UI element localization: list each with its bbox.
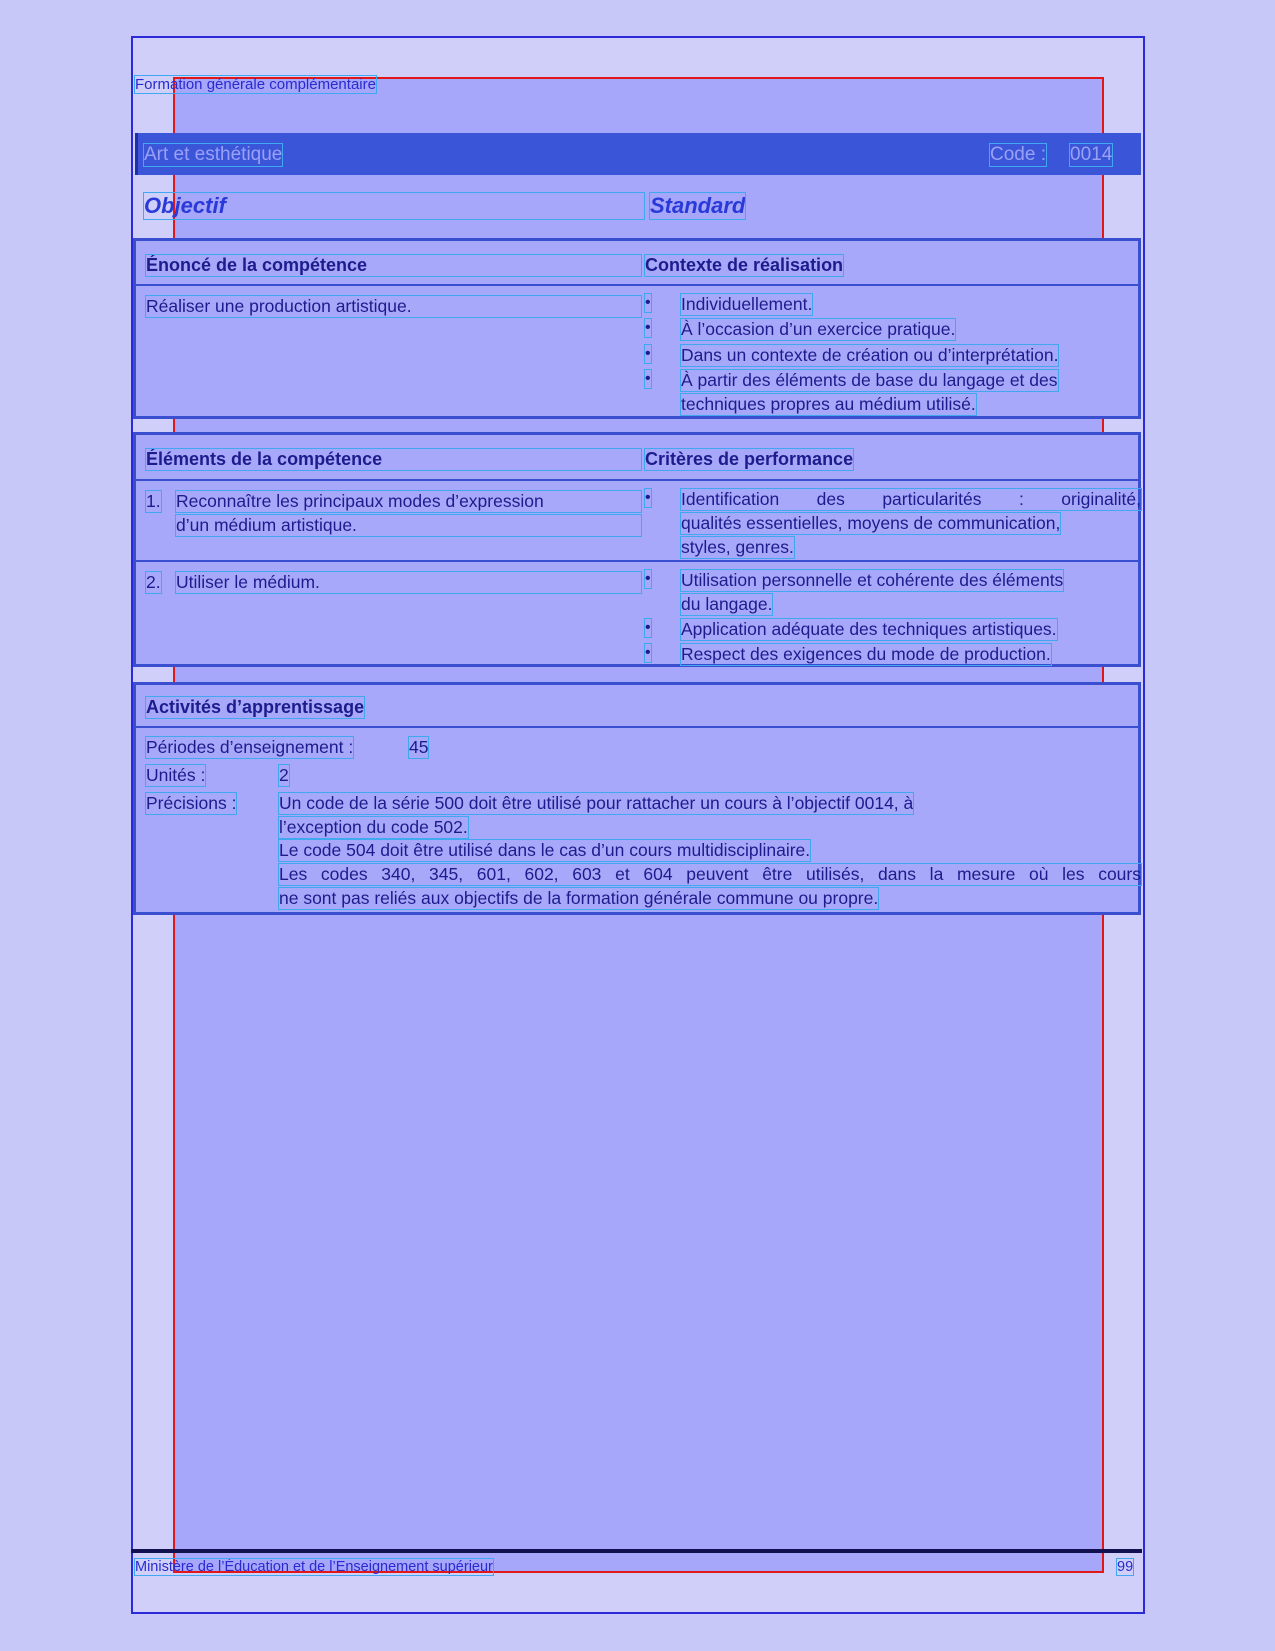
competence-statement: Réaliser une production artistique. bbox=[146, 296, 641, 317]
bullet: • bbox=[645, 319, 651, 336]
criterion: Identification des particularités : originalité, bbox=[681, 489, 1141, 509]
precision-line: l’exception du code 502. bbox=[279, 817, 468, 837]
periods-label: Périodes d’enseignement : bbox=[146, 737, 354, 757]
element-text: d’un médium artistique. bbox=[176, 515, 641, 536]
element-text: Reconnaître les principaux modes d’expression bbox=[176, 491, 641, 512]
objective-heading: Objectif bbox=[144, 193, 644, 219]
criteria-heading: Critères de performance bbox=[645, 449, 854, 469]
element-number: 2. bbox=[146, 572, 161, 592]
units-label: Unités : bbox=[146, 765, 206, 785]
title-bar bbox=[135, 133, 1141, 175]
criterion: Respect des exigences du mode de production. bbox=[681, 644, 1051, 664]
bullet: • bbox=[645, 294, 651, 311]
element-text: Utiliser le médium. bbox=[176, 572, 641, 593]
code-value: 0014 bbox=[1070, 144, 1113, 165]
criterion-continued: du langage. bbox=[681, 594, 773, 614]
criterion: Application adéquate des techniques artistiques. bbox=[681, 619, 1057, 639]
code-label: Code : bbox=[990, 144, 1046, 165]
bullet: • bbox=[645, 644, 651, 661]
bullet: • bbox=[645, 619, 651, 636]
element-number: 1. bbox=[146, 491, 161, 511]
bullet: • bbox=[645, 570, 651, 587]
running-header: Formation générale complémentaire bbox=[135, 76, 376, 93]
elements-heading: Éléments de la compétence bbox=[146, 449, 641, 470]
criterion-continued: qualités essentielles, moyens de communication, bbox=[681, 513, 1061, 533]
subject-title: Art et esthétique bbox=[144, 144, 283, 165]
bullet: • bbox=[645, 489, 651, 506]
bullet: • bbox=[645, 370, 651, 387]
footer-ministry: Ministère de l’Éducation et de l’Enseignement supérieur bbox=[135, 1559, 493, 1575]
context-item-continued: techniques propres au médium utilisé. bbox=[681, 394, 976, 414]
activities-box bbox=[133, 682, 1141, 915]
criterion-continued: styles, genres. bbox=[681, 537, 794, 557]
context-item: Individuellement. bbox=[681, 294, 813, 314]
context-item: À l’occasion d’un exercice pratique. bbox=[681, 319, 956, 339]
competence-box bbox=[133, 238, 1141, 419]
context-heading: Contexte de réalisation bbox=[645, 255, 844, 275]
precision-line: Le code 504 doit être utilisé dans le cas d’un cours multidisciplinaire. bbox=[279, 840, 811, 860]
precision-line: Un code de la série 500 doit être utilisé pour rattacher un cours à l’objectif 0014, à bbox=[279, 793, 914, 813]
context-item: À partir des éléments de base du langage et des bbox=[681, 370, 1058, 390]
page-number: 99 bbox=[1117, 1559, 1134, 1575]
elements-box bbox=[133, 432, 1141, 667]
precision-line: ne sont pas reliés aux objectifs de la formation générale commune ou propre. bbox=[279, 888, 879, 908]
units-value: 2 bbox=[279, 765, 289, 785]
precision-line: Les codes 340, 345, 601, 602, 603 et 604 peuvent être utilisés, dans la mesure où les cours bbox=[279, 864, 1141, 884]
criterion: Utilisation personnelle et cohérente des éléments bbox=[681, 570, 1064, 590]
bullet: • bbox=[645, 345, 651, 362]
standard-heading: Standard bbox=[650, 193, 746, 218]
periods-value: 45 bbox=[409, 737, 429, 757]
context-item: Dans un contexte de création ou d’interprétation. bbox=[681, 345, 1059, 365]
precisions-label: Précisions : bbox=[146, 793, 237, 813]
footer-rule bbox=[131, 1549, 1142, 1553]
competence-statement-heading: Énoncé de la compétence bbox=[146, 255, 641, 276]
activities-heading: Activités d’apprentissage bbox=[146, 697, 365, 717]
